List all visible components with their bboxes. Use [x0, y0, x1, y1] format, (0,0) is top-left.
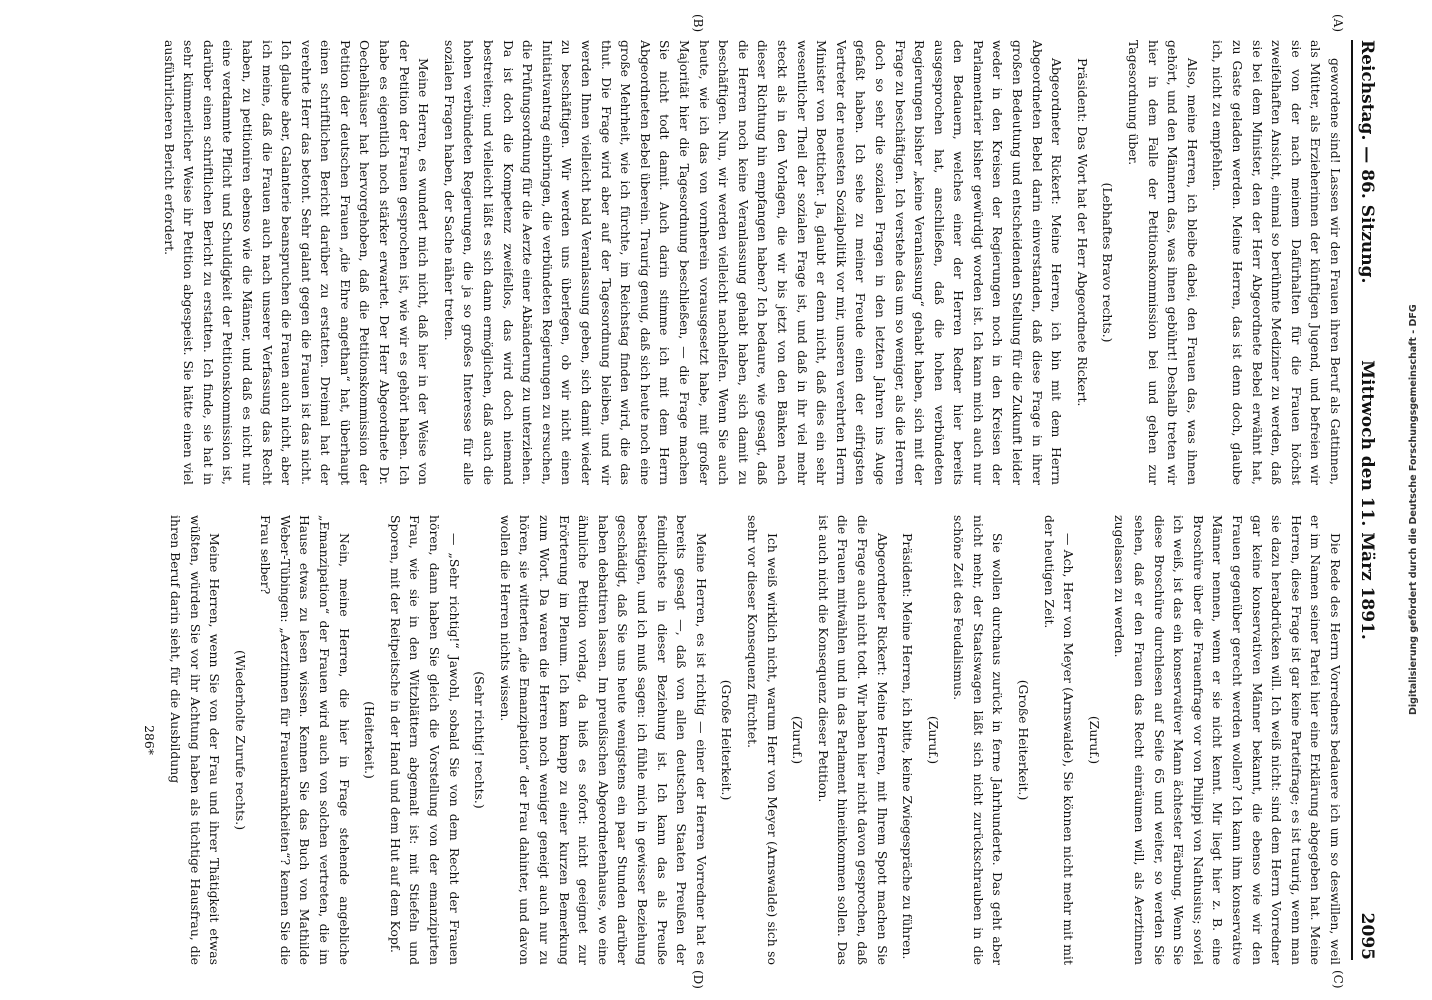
margin-marker-c: (C) [1331, 970, 1345, 989]
paragraph: — Ach, Herr von Meyer (Arnswalde), Sie können nicht mehr mit mit der heutigen Zeit. [1041, 515, 1077, 965]
margin-marker-b: (B) [691, 14, 705, 33]
interjection: (Heiterkeit.) [362, 701, 378, 779]
page-header [1351, 40, 1393, 960]
dfg-sidebar [1404, 30, 1430, 990]
header-date: Mittwoch den 11. März 1891. [1357, 360, 1377, 640]
paragraph: Also, meine Herren, ich bleibe dabei, den Frauen das, was ihnen gehört, und den Männern das, was ihnen gebührt! Deshalb treten wir hier in dem Falle der Petitionskommission bei und gehen zur Tagesordnung über. [1126, 40, 1200, 485]
interjection: (Lebhaftes Bravo rechts.) [1100, 182, 1116, 343]
interjection: (Sehr richtig! rechts.) [472, 671, 488, 809]
paragraph: — „Sehr richtig!“ Jawohl, sobald Sie von dem Recht der Frauen hören, dann haben Sie gleich die Vorstellung von der emanzipirten Frau, wie sie in den Witzblättern abgemalt ist: mit Stiefeln und Sporen, mit der Reitpeitsche in der Hand und dem Hut auf dem Kopf. [387, 515, 462, 965]
paragraph: Ich weiß wirklich nicht, warum Herr von Meyer (Arnswalde) sich so sehr vor dieser Konsequenz fürchtet. [744, 515, 780, 965]
interjection: (Große Heiterkeit.) [1016, 679, 1032, 801]
paragraph: Meine Herren, wenn Sie von der Frau und ihrer Thätigkeit etwas wüßten, würden Sie vor ihr Achtung haben als tüchtige Hausfrau, die ihren Beruf darin sieht, für die Ausbildung [167, 515, 223, 965]
interjection: (Zuruf.) [790, 715, 806, 765]
paragraph: Nein, meine Herren, die hier in Frage stehende angebliche „Emanzipation“ der Frauen wird auch von solchen vertreten, die im Hause etwas zu lesen wissen. Kennen Sie das Buch von Mathilde Weber-Tübingen: „Aerztinnen für Frauenkrankheiten“? kennen Sie die Frau selber? [258, 515, 352, 965]
paragraph: Präsident: Meine Herren, ich bitte, keine Zwiegespräche zu führen. [900, 533, 916, 960]
paragraph: Abgeordneter Rickert: Meine Herren, mit Ihrem Spott machen Sie die Frage auch nicht todt. Wir haben hier nicht davon gesprochen, daß die Frauen mitwählen und in das Parlament hineinkommen sollen. Das ist auch nicht die Konsequenz dieser Petition. [815, 515, 890, 965]
paragraph: gewordene sind! Lassen wir den Frauen ihren Beruf als Gattinnen, als Mütter, als Erzieherinnen der künftigen Jugend, und befreien wir sie von der nach meinem Dafürhalten für die Frauen höchst zweifelhaften Ansicht, einmal so berühmte Mediziner zu werden, daß sie bei dem Minister, den der Herr Abgeordnete Bebel erwähnt hat, zu Gaste geladen werden. Meine Herren, das ist denn doch, glaube ich, nicht zu empfehlen. [1210, 40, 1343, 485]
interjection: (Zuruf.) [925, 715, 941, 765]
paragraph: Abgeordneter Rickert: Meine Herren, ich bin mit dem Herrn Abgeordneten Bebel darin einverstanden, daß diese Frage in ihrer großen Bedeutung und entscheidenden Stellung für die Zukunft leider weder in den Kreisen der Regierungen noch in den Kreisen der Parlamentarier bisher gewürdigt worden ist. Ich kann mich auch nur den Bedauern, welches einer der Herren Redner hier bereits ausgesprochen hat, anschließen, daß die hohen verbündeten Regierungen bisher „keine Veranlassung“ gehabt haben, sich mit der Frage zu beschäftigen. Ich verstehe das um so weniger, als die Herren doch so sehr die sozialen Fragen in den letzten Jahren ins Auge gefaßt haben. Ich sehe zu meiner Freude einen der eifrigsten Vertreter der neuesten Sozialpolitik vor mir, unseren verehrten Herrn Minister von Boetticher. Ja, glaubt er denn nicht, daß dies ein sehr wesentlicher Theil der sozialen Frage ist, und daß in ihr viel mehr steckt als in den Vorlagen, die wir bis jetzt von den Bänken nach dieser Richtung hin empfangen haben? Ich bedaure, wie gesagt, daß die Herren noch keine Veranlassung gehabt haben, sich damit zu beschäftigen. Nun, wir werden vielleicht nachhelfen. Wenn Sie auch heute, wie ich das von vornherein vorausgesetzt habe, mit großer Majorität hier die Tagesordnung beschließen, — die Frage machen Sie nicht todt damit. Auch darin stimme ich mit dem Herrn Abgeordneten Bebel überein. Traurig genug, daß sich heute noch eine große Mehrheit, wie ich fürchte, im Reichstag finden wird, die das thut. Die Frage wird aber auf der Tagesordnung bleiben, und wir werden Ihnen vielleicht bald Veranlassung geben, sich damit wieder zu beschäftigen. Wir werden uns überlegen, ob wir nicht einen Initiativantrag einbringen, die verbündeten Regierungen zu ersuchen, die Prüfungsordnung für die Aerzte einer Abänderung zu unterziehen. Da ist doch die Kompetenz zweifellos, das wird doch niemand bestreiten; und vielleicht läßt es sich dann ermöglichen, daß auch die hohen verbündeten Regierungen, die ja so großes Interesse für alle sozialen Fragen haben, der Sache näher treten. [441, 40, 1065, 485]
interjection: (Große Heiterkeit.) [719, 679, 735, 801]
paragraph: Meine Herren, es ist richtig — einer der Herren Vorredner hat es bereits gesagt —, daß von allen deutschen Staaten Preußen der feindlichste in dieser Beziehung ist. Ich kann das als Preuße bestätigen, und ich muß sagen: ich fühle mich in gewisser Beziehung geschädigt, daß Sie uns heute wenigstens ein paar Stunden darüber haben debattiren lassen. Im preußischen Abgeordnetenhause, wo eine ähnliche Petition vorlag, da hieß es sofort: nicht geeignet zur Erörterung im Plenum. Ich kam knapp zu einer kurzen Bemerkung zum Wort. Da waren die Herren noch weniger geneigt auch nur zu hören, sie witterten „die Emanzipation“ der Frau dahinter, und davon wollen die Herren nichts wissen. [497, 515, 709, 965]
margin-marker-a: (A) [1331, 14, 1345, 33]
left-column [14, 40, 1345, 485]
paragraph: Meine Herren, es wundert mich nicht, daß hier in der Weise von der Petition der Frauen gesprochen ist, wie wir es gehört haben. Ich habe es eigentlich noch stärker erwartet. Der Herr Abgeordnete Dr. Oechelhäuser hat hervorgehoben, daß die Petitionskommission der Petition der deutschen Frauen „die Ehre angethan“ hat, überhaupt einen schriftlichen Bericht darüber zu erstatten. Dreimal hat der verehrte Herr das betont. Sehr galant gegen die Frauen ist das nicht. Ich glaube aber, Galanterie beanspruchen die Frauen auch nicht, aber ich meine, daß die Frauen auch nach unserer Verfassung das Recht haben, zu petitioniren ebenso wie die Männer, und daß es nicht nur eine verdammte Pflicht und Schuldigkeit der Petitionskommission ist, darüber einen schriftlichen Bericht zu erstatten. Ich finde, sie hat in sehr kümmerlicher Weise ihr Petition abgespeist. Sie hätte einen viel ausführlicheren Bericht erfordert. [161, 40, 432, 485]
paragraph: Präsident: Das Wort hat der Herr Abgeordnete Rickert. [1074, 58, 1090, 407]
dfg-credit: Digitalisierung gefördert durch die Deutsche Forschungsgemeinschaft - DFG [1408, 304, 1419, 716]
paragraph: Die Rede des Herrn Vorredners bedauere ich um so deswillen, weil er im Namen seiner Partei hier eine Erklärung abgegeben hat. Meine Herren, diese Frage ist gar keine Parteifrage; es ist traurig, wenn man sie dazu herabdrücken will. Ich weiß nicht: sind dem Herrn Vorredner gar keine konservativen Männer bekannt, die ebenso wie wir den Frauen gegenüber gerecht werden wollen? Ich kann ihm konservative Männer nennen, wenn er sie nicht kennt. Mir liegt hier z. B. eine Broschüre über die Frauenfrage vor von Philippi von Nathusius; soviel ich weiß, ist das ein konservativer Mann ächtester Färbung. Wenn Sie diese Broschüre durchlesen auf Seite 65 und weiter, so werden Sie sehen, daß er den Frauen das Recht einräumen will, als Aerztinnen zugelassen zu werden. [1112, 515, 1343, 965]
margin-marker-d: (D) [691, 970, 705, 989]
paragraph: Sie wollen durchaus zurück in ferne Jahrhunderte. Das geht aber nicht mehr, der Staatswagen läßt sich nicht zurückschrauben in die schöne Zeit des Feudalismus. [951, 515, 1006, 965]
interjection: (Zuruf.) [1086, 715, 1102, 765]
interjection: (Wiederholte Zurufe rechts.) [232, 649, 248, 831]
signature-mark: 286* [142, 725, 158, 755]
header-session: Reichstag. — 86. Sitzung. [1357, 40, 1377, 284]
right-column [14, 515, 1345, 965]
header-page-number: 2095 [1357, 912, 1377, 960]
